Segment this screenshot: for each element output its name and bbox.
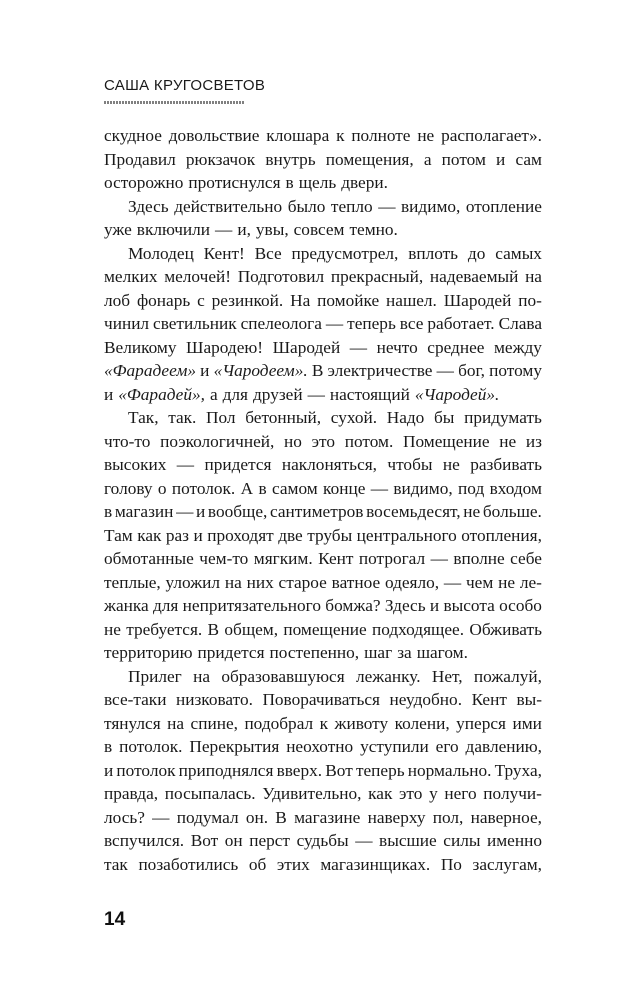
text-line: чинил светильник спелеолога — теперь все работает. Слава <box>104 314 542 333</box>
text-line: «Фарадеем» и «Чародеем». В электричестве — бог, потому <box>104 361 542 380</box>
text-line: тянулся на спине, подобрал к животу колени, уперся ими <box>104 713 542 733</box>
page-number: 14 <box>104 909 126 930</box>
text-line: в потолок. Перекрытия неохотно уступили его давлению, <box>104 737 542 756</box>
text-line: высоких — придется наклоняться, чтобы не разбивать <box>104 455 542 474</box>
text-line: и потолок приподнялся вверх. Вот теперь нормально. Труха, <box>104 760 542 780</box>
text-line: Молодец Кент! Все предусмотрел, вплоть до самых <box>128 243 542 263</box>
text-line: не требуется. В общем, помещение подходящее. Обживать <box>104 619 542 639</box>
text-line: все-таки низковато. Поворачиваться неудобно. Кент вы- <box>104 690 542 709</box>
body-text <box>104 124 542 876</box>
text-line: территорию придется постепенно, шаг за шагом. <box>104 643 468 662</box>
text-line: Великому Шародею! Шародей — нечто среднее между <box>104 337 542 357</box>
text-line: лоб фонарь с резинкой. На помойке нашел. Шародей по- <box>104 290 542 310</box>
text-line: Здесь действительно было тепло — видимо, отопление <box>128 196 542 216</box>
text-line: Там как раз и проходят две трубы центрального отопления, <box>104 525 542 545</box>
text-line: Так, так. Пол бетонный, сухой. Надо бы придумать <box>128 408 542 427</box>
running-title: САША КРУГОСВЕТОВ <box>104 77 266 94</box>
text-line: вспучился. Вот он перст судьбы — высшие силы именно <box>104 831 542 850</box>
text-line: обмотанные чем-то мягким. Кент потрогал — вполне себе <box>104 549 542 568</box>
text-line: голову о потолок. А в самом конце — видимо, под входом <box>104 478 542 498</box>
text-line: и «Фарадей», а для друзей — настоящий «Чародей». <box>104 384 500 404</box>
text-line: уже включили — и, увы, совсем темно. <box>104 220 398 239</box>
text-line: жанка для непритязательного бомжа? Здесь и высота особо <box>104 596 542 615</box>
text-line: Прилег на образовавшуюся лежанку. Нет, пожалуй, <box>128 666 542 686</box>
text-line: мелких мелочей! Подготовил прекрасный, надеваемый на <box>104 267 542 286</box>
text-line: скудное довольствие клошара к полноте не располагает». <box>104 126 542 145</box>
text-line: осторожно протиснулся в щель двери. <box>104 173 388 192</box>
text-line: так позаботились об этих магазинщиках. По заслугам, <box>104 854 542 874</box>
text-line: что-то поэкологичней, но это потом. Помещение не из <box>104 431 542 451</box>
text-line: Продавил рюкзачок внутрь помещения, а потом и сам <box>104 149 542 169</box>
text-line: лось? — подумал он. В магазине наверху пол, наверное, <box>104 807 542 827</box>
text-line: правда, посыпалась. Удивительно, как это у него получи- <box>104 784 542 803</box>
header-rule <box>104 101 244 104</box>
text-line: теплые, уложил на них старое ватное одеяло, — чем не ле- <box>104 572 542 592</box>
text-line: в магазин — и вообще, сантиметров восемьдесят, не больше. <box>104 502 542 521</box>
